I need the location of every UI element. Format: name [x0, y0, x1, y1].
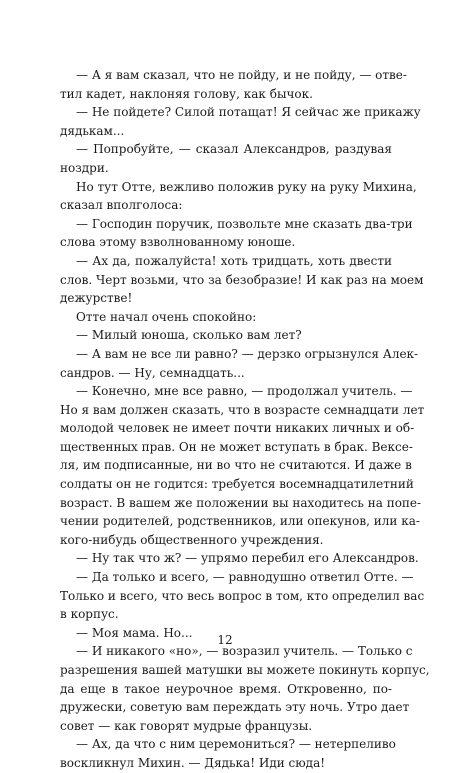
paragraph	[60, 178, 417, 215]
paragraph	[60, 735, 396, 772]
paragraph	[60, 345, 419, 382]
page-body-text	[60, 66, 430, 773]
text-line: Но тут Отте, вежливо положив руку на руку Михина,	[76, 179, 417, 194]
text-line: да еще в такое неурочное время. Откровенно, по-	[60, 681, 392, 696]
paragraph	[60, 326, 392, 345]
text-line: — Да только и всего, — равнодушно ответил Отте. —	[76, 570, 414, 585]
text-line: молодой человек не имеет почти никаких личных и об-	[60, 421, 415, 436]
text-line: тил кадет, наклоняя голову, как бычок.	[60, 86, 313, 101]
paragraph	[60, 642, 430, 735]
text-line: — Ах да, пожалуйста! хоть тридцать, хоть двести	[76, 253, 392, 268]
text-line: сандров. — Ну, семнадцать...	[60, 365, 245, 380]
text-line: слова этому взволнованному юноше.	[60, 235, 296, 250]
text-line: в корпус.	[60, 607, 119, 622]
text-line: — А я вам сказал, что не пойду, и не пойду, — отве-	[76, 68, 407, 82]
text-line: — И никакого «но», — возразил учитель. — Только с	[76, 644, 413, 659]
text-line: — Не пойдете? Силой потащат! Я сейчас же прикажу	[76, 105, 421, 120]
text-line: — А вам не все ли равно? — дерзко огрызнулся Алек-	[76, 346, 419, 361]
text-line: — Попробуйте, — сказал Александров, раздувая	[76, 142, 392, 157]
text-line: дядькам...	[60, 123, 125, 138]
paragraph	[60, 549, 419, 568]
text-line: — Ну так что ж? — упрямо перебил его Александров.	[76, 551, 419, 566]
text-line: дежурстве!	[60, 291, 133, 306]
text-line: дружески, советую вам переждать эту ночь. Утро дает	[60, 700, 410, 715]
text-line: ноздри.	[60, 160, 109, 175]
text-line: кого-нибудь общественного учреждения.	[60, 532, 324, 547]
text-line: Только и всего, что весь вопрос в том, кто определил вас	[60, 588, 425, 603]
text-line: Но я вам должен сказать, что в возрасте семнадцати лет	[60, 402, 425, 417]
text-line: щественных прав. Он не может вступать в брак. Вексе-	[60, 439, 413, 454]
paragraph	[60, 252, 424, 308]
paragraph	[60, 382, 425, 549]
paragraph	[60, 103, 421, 140]
paragraph	[60, 66, 407, 103]
text-line: воскликнул Михин. — Дядька! Иди сюда!	[60, 755, 326, 770]
text-line: ля, им подписанные, ни во что не считаются. И даже в	[60, 458, 412, 473]
text-line: — Конечно, мне все равно, — продолжал учитель. —	[76, 384, 413, 399]
text-line: сказал вполголоса:	[60, 198, 183, 213]
text-line: возраст. В вашем же положении вы находитесь на попе-	[60, 495, 422, 510]
text-line: — Ах, да что с ним церемониться? — нетерпеливо	[76, 737, 396, 752]
text-line: Отте начал очень спокойно:	[76, 309, 257, 324]
paragraph	[60, 140, 392, 177]
text-line: — Моя мама. Но...	[76, 625, 193, 640]
page-number: 12	[217, 633, 233, 647]
paragraph	[60, 308, 392, 327]
paragraph	[60, 215, 413, 252]
paragraph	[60, 568, 425, 624]
text-line: — Господин поручик, позвольте мне сказать два-три	[76, 216, 413, 231]
text-line: — Милый юноша, сколько вам лет?	[76, 328, 302, 343]
text-line: совет — как говорят мудрые французы.	[60, 718, 313, 733]
text-line: чении родителей, родственников, или опекунов, или ка-	[60, 514, 420, 529]
text-line: слов. Черт возьми, что за безобразие! И как раз на моем	[60, 272, 424, 287]
text-line: разрешения вашей матушки вы можете покинуть корпус,	[60, 663, 430, 677]
text-line: солдаты он не годится: требуется восемнадцатилетний	[60, 477, 414, 492]
